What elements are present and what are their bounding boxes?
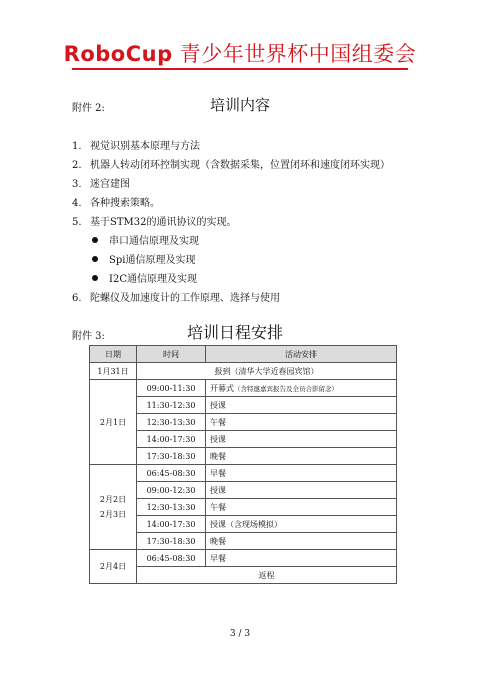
- table-row: [90, 499, 397, 516]
- time-cell: 06:45-08:30: [137, 550, 206, 567]
- list-item: 3. 迷宫建图: [72, 179, 130, 190]
- date-cell: 1月31日: [90, 363, 137, 380]
- attachment-2-label: 附件 2:: [72, 103, 105, 114]
- table-row: [90, 380, 397, 397]
- column-header-time: 时间: [137, 346, 206, 363]
- table-row: [90, 414, 397, 431]
- time-cell: 11:30-12:30: [137, 397, 206, 414]
- sub-list-item: I2C通信原理及实现: [72, 270, 390, 289]
- table-row: [90, 550, 397, 567]
- activity-cell: 午餐: [206, 414, 397, 431]
- time-cell: 14:00-17:30: [137, 516, 206, 533]
- activity-cell: 返程: [137, 567, 397, 584]
- activity-cell: 晚餐: [206, 533, 397, 550]
- date-cell: 2月2日 2月3日: [90, 465, 137, 550]
- list-item: 4. 各种搜索策略。: [72, 198, 160, 209]
- activity-cell: 授课: [206, 482, 397, 499]
- date-cell: 2月4日: [90, 550, 137, 584]
- bullet-icon: [92, 256, 98, 262]
- section-title-training-content: 培训内容: [210, 96, 271, 114]
- table-row: [90, 567, 397, 584]
- section-title-schedule: 培训日程安排: [187, 323, 284, 342]
- bullet-icon: [92, 237, 98, 243]
- table-header-row: [90, 346, 397, 363]
- list-item: 5. 基于STM32的通讯协议的实现。: [72, 217, 237, 228]
- time-cell: 12:30-13:30: [137, 414, 206, 431]
- list-item: 6. 陀螺仪及加速度计的工作原理、选择与使用: [72, 293, 280, 304]
- column-header-date: 日期: [90, 346, 137, 363]
- activity-cell: 授课（含现场模拟）: [206, 516, 397, 533]
- header-divider: [72, 68, 408, 70]
- activity-cell: 开幕式（含特邀嘉宾报告及全员合影留念）: [206, 380, 397, 397]
- time-cell: 06:45-08:30: [137, 465, 206, 482]
- activity-cell: 早餐: [206, 550, 397, 567]
- time-cell: 12:30-13:30: [137, 499, 206, 516]
- activity-cell: 报到（清华大学近春园宾馆）: [137, 363, 397, 380]
- time-cell: 17:30-18:30: [137, 533, 206, 550]
- bullet-icon: [92, 275, 98, 281]
- sub-list-item: Spi通信原理及实现: [72, 251, 390, 270]
- table-row: [90, 448, 397, 465]
- activity-cell: 晚餐: [206, 448, 397, 465]
- header-title: [0, 38, 480, 68]
- time-cell: 09:00-11:30: [137, 380, 206, 397]
- page-number: 3 / 3: [229, 629, 251, 639]
- column-header-activity: 活动安排: [206, 346, 397, 363]
- activity-cell: 授课: [206, 431, 397, 448]
- activity-cell: 早餐: [206, 465, 397, 482]
- table-row: [90, 516, 397, 533]
- table-row: [90, 465, 397, 482]
- table-row: [90, 431, 397, 448]
- activity-cell: 授课: [206, 397, 397, 414]
- attachment-3-label: 附件 3:: [72, 331, 105, 342]
- list-item: 1. 视觉识别基本原理与方法: [72, 141, 200, 152]
- date-cell: 2月1日: [90, 380, 137, 465]
- brand-name: RoboCup: [63, 42, 173, 66]
- time-cell: 17:30-18:30: [137, 448, 206, 465]
- activity-cell: 午餐: [206, 499, 397, 516]
- table-row: [90, 397, 397, 414]
- list-item: 2. 机器人转动闭环控制实现（含数据采集，位置闭环和速度闭环实现）: [72, 160, 390, 171]
- header-org: 青少年世界杯中国组委会: [172, 42, 417, 66]
- table-row: [90, 533, 397, 550]
- schedule-table: [89, 345, 397, 584]
- time-cell: 09:00-12:30: [137, 482, 206, 499]
- table-row: [90, 482, 397, 499]
- training-content-list: [72, 137, 390, 308]
- activity-note: （含特邀嘉宾报告及全员合影留念）: [234, 384, 338, 393]
- table-row: [90, 363, 397, 380]
- sub-list-item: 串口通信原理及实现: [72, 232, 390, 251]
- time-cell: 14:00-17:30: [137, 431, 206, 448]
